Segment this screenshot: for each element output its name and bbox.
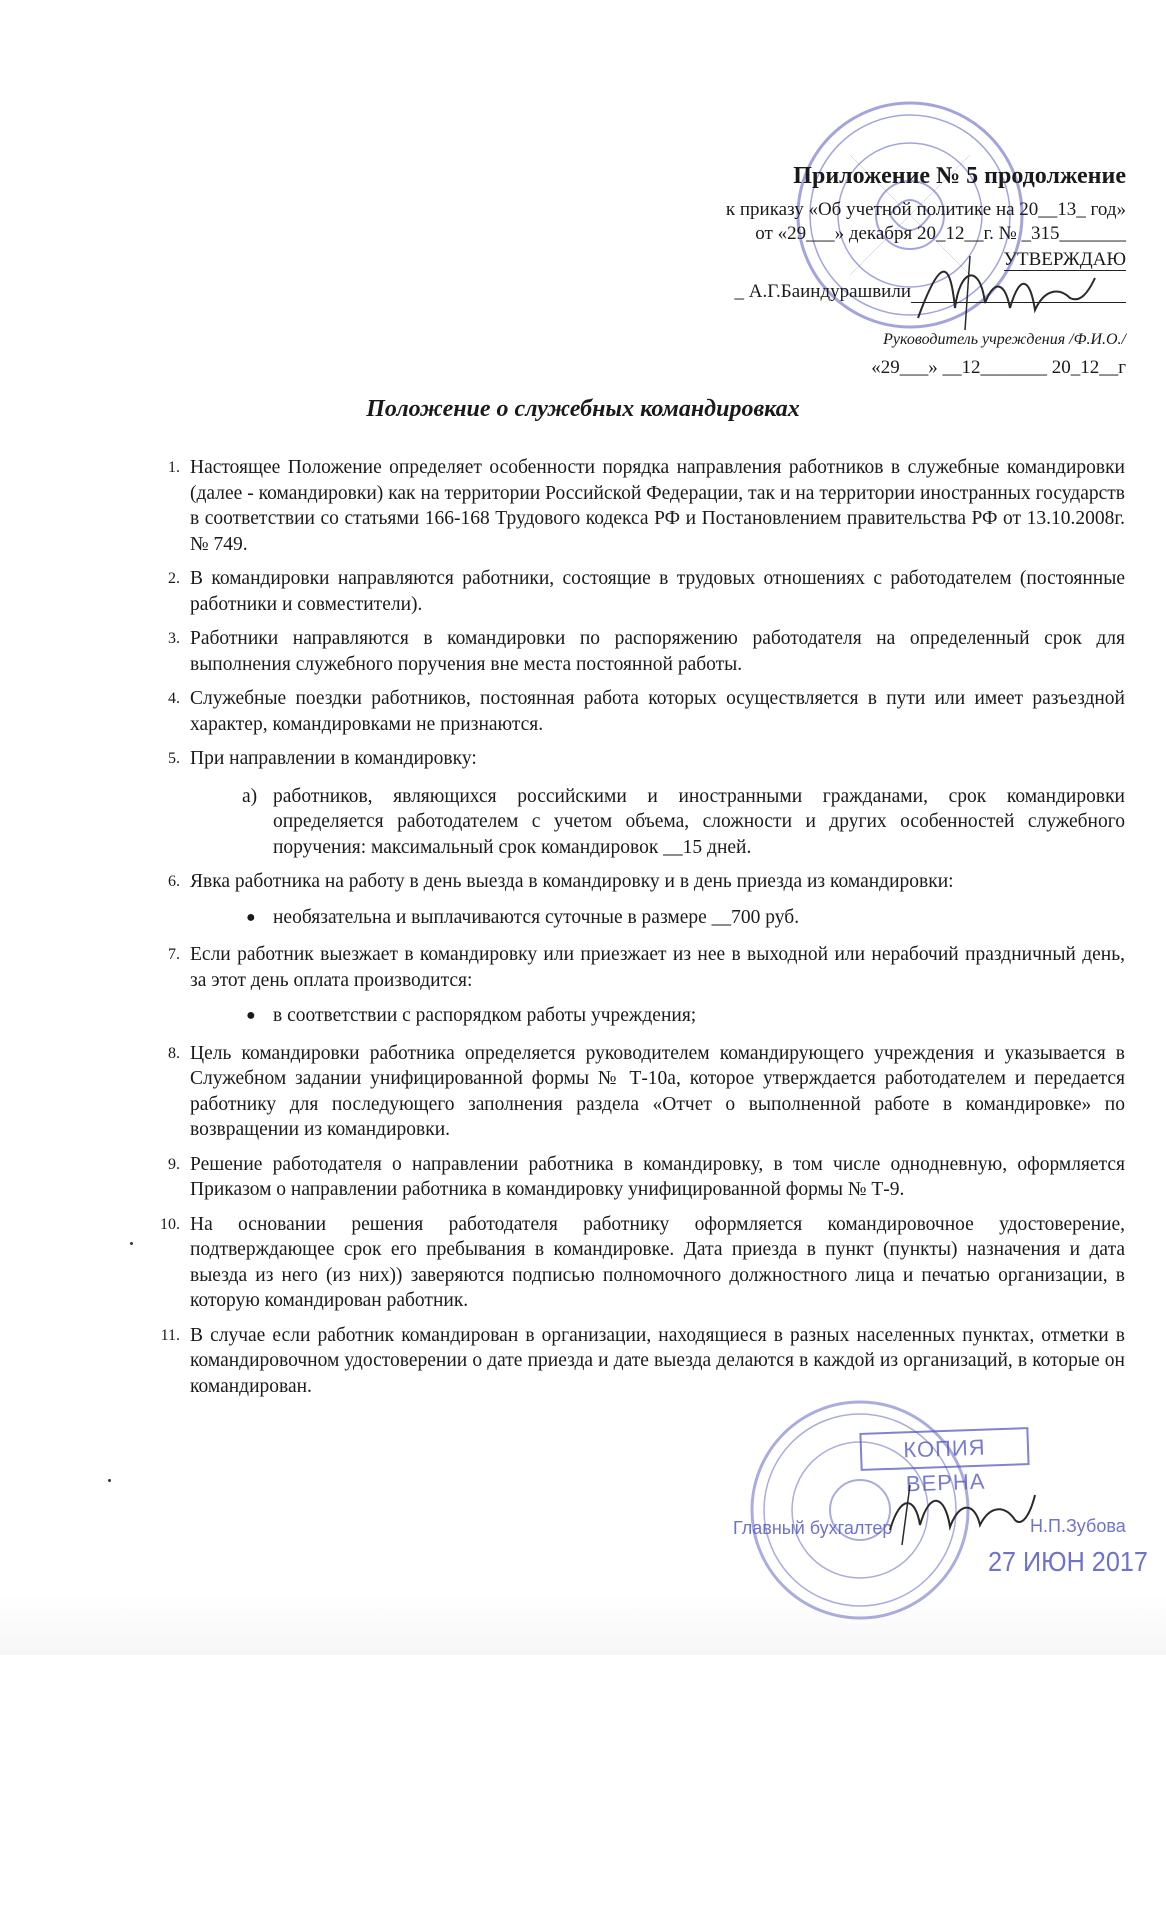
chief-accountant-name: Н.П.Зубова — [1030, 1516, 1126, 1536]
appendix-title: Приложение № 5 продолжение — [793, 163, 1126, 189]
item-number: 9. — [168, 1155, 180, 1173]
item-number: 8. — [168, 1044, 180, 1062]
list-item — [140, 1152, 1125, 1203]
bullet-text: необязательна и выплачиваются суточные в размере __700 руб. — [273, 906, 800, 928]
bullet-icon: ● — [246, 908, 256, 926]
item-text: В командировки направляются работники, состоящие в трудовых отношениях с работодателем (постоянные работники и совместители). — [190, 568, 1125, 615]
item-number: 1. — [168, 459, 180, 476]
list-item — [140, 1041, 1125, 1143]
approve-text: УТВЕРЖДАЮ — [1003, 249, 1126, 270]
list-item — [140, 869, 1125, 895]
copy-verified-stamp: КОПИЯ ВЕРНА — [859, 1427, 1029, 1471]
item-text: В случае если работник командирован в организации, находящиеся в разных населенных пунктах, отметки в командировочном удостоверении о дате приезда и дате выезда делаются в каждой из организаций, в которые он командирован. — [190, 1324, 1125, 1397]
item-number: 5. — [168, 750, 180, 767]
stamp-date: 27 ИЮН 2017 — [988, 1546, 1148, 1577]
item-number: 6. — [168, 873, 180, 890]
document-title: Положение о служебных командировках — [366, 396, 800, 422]
item-number: 4. — [168, 690, 180, 707]
list-item — [140, 686, 1125, 737]
bullet-item — [140, 905, 1125, 931]
signer-role: Руководитель учреждения /Ф.И.О./ — [883, 331, 1126, 348]
chief-accountant-label: Главный бухгалтер — [733, 1518, 893, 1538]
list-item — [140, 455, 1125, 557]
sub-item — [140, 784, 1125, 861]
bullet-icon: ● — [246, 1007, 256, 1024]
item-text: Если работник выезжает в командировку или приезжает из нее в выходной или нерабочий праздничный день, за этот день оплата производится: — [190, 944, 1125, 991]
order-reference: к приказу «Об учетной политике на 20__13_ год» — [725, 199, 1126, 220]
list-item — [140, 1212, 1125, 1314]
item-number: 7. — [168, 946, 180, 963]
item-number: 11. — [160, 1326, 180, 1344]
signature-blank — [911, 282, 1126, 303]
item-text: Цель командировки работника определяется руководителем командирующего учреждения и указывается в Служебном задании унифицированной формы № Т-10а, которое утверждается работодателем и передается работнику для последующего заполнения раздела «Отчет о выполненной работе в командировке» по возвращении из командировки. — [190, 1042, 1125, 1140]
approve-label — [1004, 248, 1126, 272]
list-item — [140, 626, 1125, 677]
bullet-text: в соответствии с распорядком работы учреждения; — [273, 1005, 697, 1026]
bullet-item — [140, 1003, 1125, 1029]
approval-date: «29___» __12_______ 20_12__г — [871, 357, 1126, 378]
list-item — [140, 1323, 1125, 1400]
list-item — [140, 746, 1125, 772]
item-text: Служебные поездки работников, постоянная работа которых осуществляется в пути или имеет разъездной характер, командировками не признаются. — [190, 688, 1125, 735]
order-date: от «29___» декабря 20_12__г. № _315_______ — [755, 223, 1126, 244]
signer-name: _ А.Г.Баиндурашвили — [734, 281, 911, 302]
item-text: Настоящее Положение определяет особенности порядка направления работников в служебные командировки (далее - командировки) как на территории Российской Федерации, так и на территории иностранных государств в соответствии со статьями 166-168 Трудового кодекса РФ и Постановлением правительства РФ от 13.10.2008г. № 749. — [190, 457, 1125, 555]
sub-item-text: работников, являющихся российскими и иностранными гражданами, срок командировки определяется работодателем с учетом объема, сложности и других особенностей служебного поручения: максимальный срок командировок __15 дней. — [273, 785, 1125, 858]
item-text: Работники направляются в командировки по распоряжению работодателя на определенный срок для выполнения служебного поручения вне места постоянной работы. — [190, 628, 1125, 675]
item-text: Явка работника на работу в день выезда в командировку и в день приезда из командировки: — [190, 871, 954, 892]
list-item — [140, 942, 1125, 993]
item-number: 3. — [168, 630, 180, 647]
sub-item-marker: а) — [242, 785, 258, 807]
item-number: 10. — [160, 1215, 180, 1233]
list-item — [140, 566, 1125, 617]
blank-area — [0, 1655, 1166, 1920]
signer-line — [734, 280, 1126, 304]
item-number: 2. — [168, 570, 180, 587]
scan-speck — [108, 1479, 111, 1482]
scan-speck — [130, 1242, 133, 1245]
item-text: На основании решения работодателя работнику оформляется командировочное удостоверение, подтверждающее срок его пребывания в командировке. Дата приезда в пункт (пункты) назначения и дата выезда из него (из них)) заверяются подписью полномочного должностного лица и печатью организации, в которую командирован работник. — [190, 1213, 1125, 1311]
page-edge — [0, 1595, 1166, 1655]
item-text: При направлении в командировку: — [190, 748, 477, 769]
regulation-list — [140, 455, 1125, 1408]
item-text: Решение работодателя о направлении работника в командировку, в том числе однодневную, оформляется Приказом о направлении работника в командировку унифицированной формы № Т-9. — [190, 1153, 1125, 1200]
